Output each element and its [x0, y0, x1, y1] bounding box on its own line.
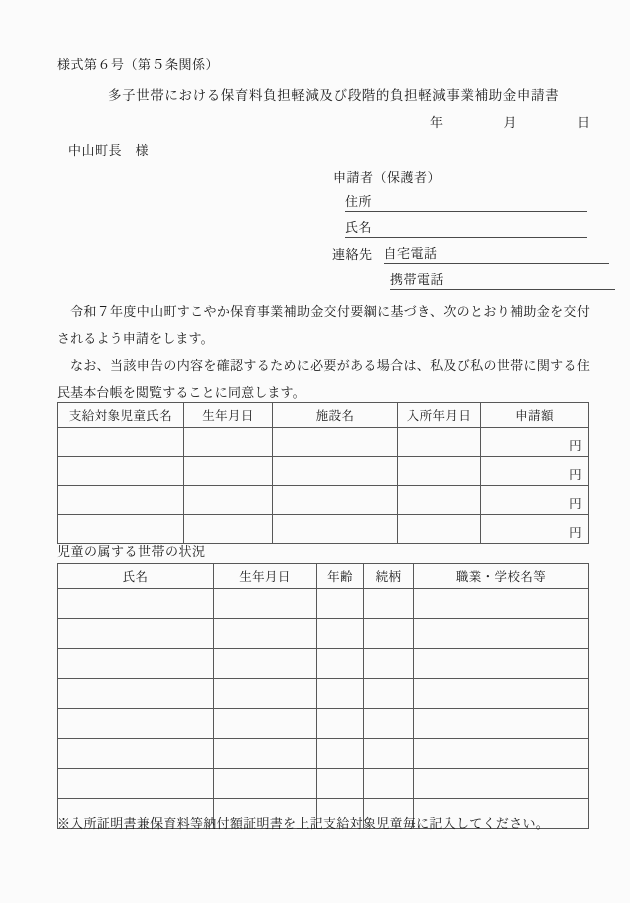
- household-birth-date-cell[interactable]: [214, 589, 317, 619]
- table-row: [58, 428, 589, 457]
- household-occupation-cell[interactable]: [414, 769, 589, 799]
- household-birth-date-cell[interactable]: [214, 769, 317, 799]
- table-row: [58, 649, 589, 679]
- child-facility-cell[interactable]: [273, 428, 398, 457]
- household-occupation-cell[interactable]: [414, 679, 589, 709]
- household-name-cell[interactable]: [58, 709, 214, 739]
- household-age-cell[interactable]: [317, 739, 364, 769]
- body-paragraph-1: 令和７年度中山町すこやか保育事業補助金交付要綱に基づき、次のとおり補助金を交付されるよう申請をします。: [57, 304, 590, 346]
- addressee: 中山町長 様: [68, 143, 150, 158]
- applicant-mobile-phone-row: [390, 269, 615, 290]
- child-birth-date-cell[interactable]: [184, 515, 273, 544]
- footnote: ※入所証明書兼保育料等納付額証明書を上記支給対象児童毎に記入してください。: [57, 816, 550, 831]
- table-row: [58, 486, 589, 515]
- household-age-cell[interactable]: [317, 769, 364, 799]
- applicant-home-phone-input[interactable]: [438, 250, 609, 264]
- child-admission-date-cell[interactable]: [398, 428, 481, 457]
- child-birth-date-cell[interactable]: [184, 428, 273, 457]
- household-birth-date-cell[interactable]: [214, 709, 317, 739]
- form-number: 様式第６号（第５条関係）: [57, 57, 220, 72]
- household-name-cell[interactable]: [58, 619, 214, 649]
- child-admission-date-cell[interactable]: [398, 486, 481, 515]
- children-col-amount: 申請額: [481, 403, 589, 428]
- household-relation-cell[interactable]: [364, 739, 414, 769]
- table-row: [58, 769, 589, 799]
- household-col-relation: 続柄: [364, 564, 414, 589]
- household-birth-date-cell[interactable]: [214, 649, 317, 679]
- household-relation-cell[interactable]: [364, 619, 414, 649]
- table-row: [58, 515, 589, 544]
- child-facility-cell[interactable]: [273, 486, 398, 515]
- household-name-cell[interactable]: [58, 649, 214, 679]
- household-occupation-cell[interactable]: [414, 619, 589, 649]
- children-table-header-row: [58, 403, 589, 428]
- applicant-address-label: 住所: [345, 191, 372, 212]
- household-name-cell[interactable]: [58, 679, 214, 709]
- household-col-occupation: 職業・学校名等: [414, 564, 589, 589]
- household-table-header-row: [58, 564, 589, 589]
- household-occupation-cell[interactable]: [414, 589, 589, 619]
- household-name-cell[interactable]: [58, 769, 214, 799]
- household-relation-cell[interactable]: [364, 709, 414, 739]
- household-name-cell[interactable]: [58, 589, 214, 619]
- document-title: 多子世帯における保育料負担軽減及び段階的負担軽減事業補助金申請書: [108, 88, 560, 103]
- children-col-facility: 施設名: [273, 403, 398, 428]
- table-row: [58, 709, 589, 739]
- children-col-admission-date: 入所年月日: [398, 403, 481, 428]
- child-name-cell[interactable]: [58, 515, 184, 544]
- child-birth-date-cell[interactable]: [184, 457, 273, 486]
- child-amount-cell[interactable]: 円: [481, 457, 589, 486]
- household-occupation-cell[interactable]: [414, 649, 589, 679]
- children-table: [57, 402, 589, 544]
- applicant-name-row: [345, 217, 587, 238]
- household-relation-cell[interactable]: [364, 649, 414, 679]
- applicant-home-phone-label: 自宅電話: [384, 243, 438, 264]
- household-relation-cell[interactable]: [364, 589, 414, 619]
- household-relation-cell[interactable]: [364, 769, 414, 799]
- household-col-name: 氏名: [58, 564, 214, 589]
- household-col-age: 年齢: [317, 564, 364, 589]
- household-table: [57, 563, 589, 829]
- household-age-cell[interactable]: [317, 649, 364, 679]
- applicant-name-input[interactable]: [372, 224, 587, 238]
- body-paragraph-2: なお、当該申告の内容を確認するために必要がある場合は、私及び私の世帯に関する住民基本台帳を閲覧することに同意します。: [57, 358, 590, 400]
- date-line: [430, 112, 590, 131]
- household-occupation-cell[interactable]: [414, 739, 589, 769]
- child-admission-date-cell[interactable]: [398, 515, 481, 544]
- child-name-cell[interactable]: [58, 457, 184, 486]
- child-amount-cell[interactable]: 円: [481, 486, 589, 515]
- household-age-cell[interactable]: [317, 709, 364, 739]
- household-col-birth-date: 生年月日: [214, 564, 317, 589]
- child-name-cell[interactable]: [58, 428, 184, 457]
- household-name-cell[interactable]: [58, 739, 214, 769]
- applicant-home-phone-row: [332, 243, 609, 264]
- applicant-section-heading: 申請者（保護者）: [333, 170, 442, 185]
- household-relation-cell[interactable]: [364, 679, 414, 709]
- table-row: [58, 589, 589, 619]
- child-birth-date-cell[interactable]: [184, 486, 273, 515]
- applicant-contact-label: 連絡先: [332, 247, 373, 262]
- children-col-birth-date: 生年月日: [184, 403, 273, 428]
- applicant-address-row: [345, 191, 587, 212]
- table-row: [58, 739, 589, 769]
- household-age-cell[interactable]: [317, 679, 364, 709]
- household-occupation-cell[interactable]: [414, 709, 589, 739]
- date-year-label: 年: [430, 115, 444, 130]
- household-birth-date-cell[interactable]: [214, 619, 317, 649]
- applicant-mobile-phone-input[interactable]: [444, 276, 615, 290]
- date-day-label: 日: [576, 115, 590, 130]
- child-facility-cell[interactable]: [273, 515, 398, 544]
- applicant-name-label: 氏名: [345, 217, 372, 238]
- applicant-address-input[interactable]: [372, 198, 587, 212]
- applicant-mobile-phone-label: 携帯電話: [390, 269, 444, 290]
- children-col-name: 支給対象児童氏名: [58, 403, 184, 428]
- household-birth-date-cell[interactable]: [214, 679, 317, 709]
- table-row: [58, 619, 589, 649]
- date-month-label: 月: [503, 115, 517, 130]
- household-age-cell[interactable]: [317, 589, 364, 619]
- table-row: [58, 457, 589, 486]
- child-name-cell[interactable]: [58, 486, 184, 515]
- child-admission-date-cell[interactable]: [398, 457, 481, 486]
- table-row: [58, 679, 589, 709]
- child-amount-cell[interactable]: 円: [481, 428, 589, 457]
- household-section-label: 児童の属する世帯の状況: [57, 544, 206, 559]
- child-amount-cell[interactable]: 円: [481, 515, 589, 544]
- household-birth-date-cell[interactable]: [214, 739, 317, 769]
- child-facility-cell[interactable]: [273, 457, 398, 486]
- household-age-cell[interactable]: [317, 619, 364, 649]
